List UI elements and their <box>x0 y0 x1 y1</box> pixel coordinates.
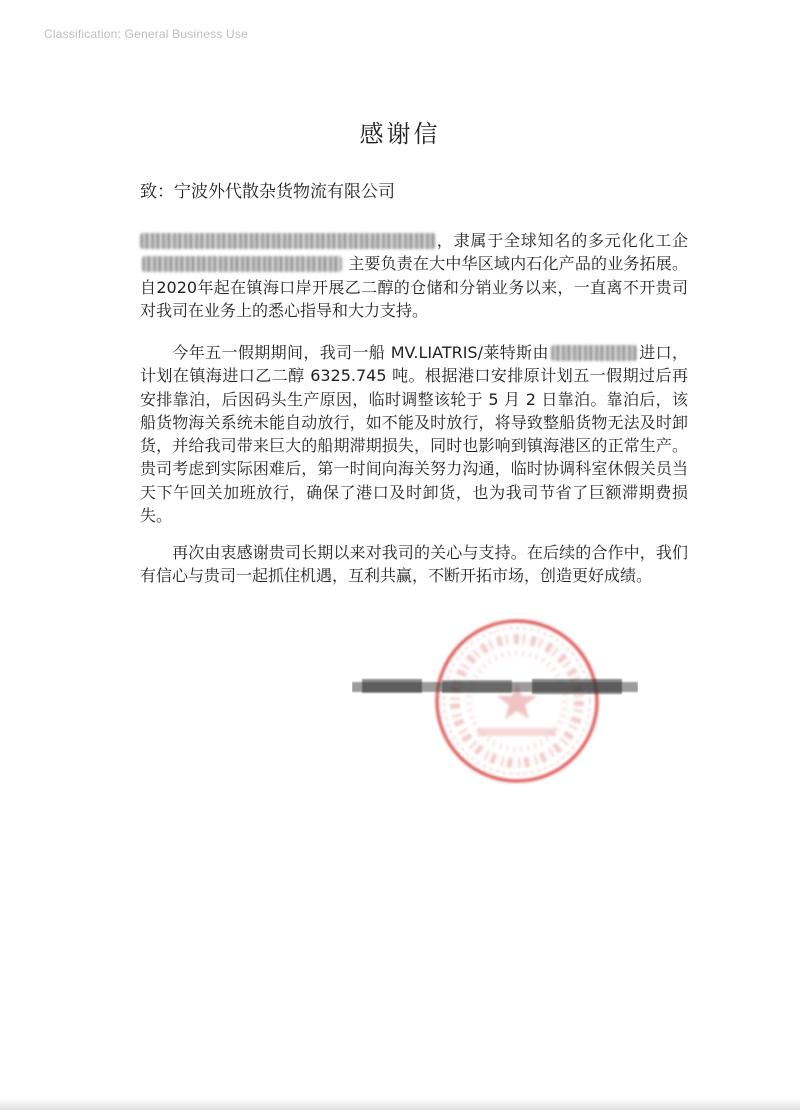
paragraph-intro-text-a: ，隶属于全球知名的多元化化工企 <box>436 231 688 250</box>
redacted-origin-port <box>551 345 637 361</box>
paragraph-intro <box>140 229 688 322</box>
redacted-signature <box>352 676 638 698</box>
paragraph-incident <box>140 341 688 527</box>
company-seal-stamp <box>432 616 602 786</box>
classification-label: Classification: General Business Use <box>44 27 248 41</box>
redacted-company-name <box>140 233 436 249</box>
paragraph-intro-text-b: 主要负责在大中华区域内石化产品的业务拓展。自2020年起在镇海口岸开展乙二醇的仓储和分销业务以来，一直离不开贵司对我司在业务上的悉心指导和大力支持。 <box>140 254 688 320</box>
redacted-parent-company <box>142 256 342 272</box>
paragraph-incident-text-a: 今年五一假期期间，我司一船 MV.LIATRIS/莱特斯由 <box>172 343 549 362</box>
paragraph-incident-text-b: 进口，计划在镇海进口乙二醇 6325.745 吨。根据港口安排原计划五一假期过后再安排靠泊，后因码头生产原因，临时调整该轮于 5 月 2 日靠泊。靠泊后，该船货物海关系统未能自动放行，如不能及时放行，将导致整船货物无法及时卸货，并给我司带来巨大的船期滞期损失，同时也影响到镇海港区的正常生产。贵司考虑到实际困难后，第一时间向海关努力沟通，临时协调科室休假关员当天下午回关加班放行，确保了港口及时卸货，也为我司节省了巨额滞期费损失。 <box>140 343 688 526</box>
paragraph-closing <box>140 541 688 588</box>
letter-title: 感谢信 <box>359 120 441 148</box>
paragraph-closing-text: 再次由衷感谢贵司长期以来对我司的关心与支持。在后续的合作中，我们有信心与贵司一起抓住机遇，互利共赢，不断开拓市场，创造更好成绩。 <box>140 543 688 586</box>
addressee-line: 致：宁波外代散杂货物流有限公司 <box>140 182 395 202</box>
page-bottom-shadow <box>0 1098 800 1110</box>
